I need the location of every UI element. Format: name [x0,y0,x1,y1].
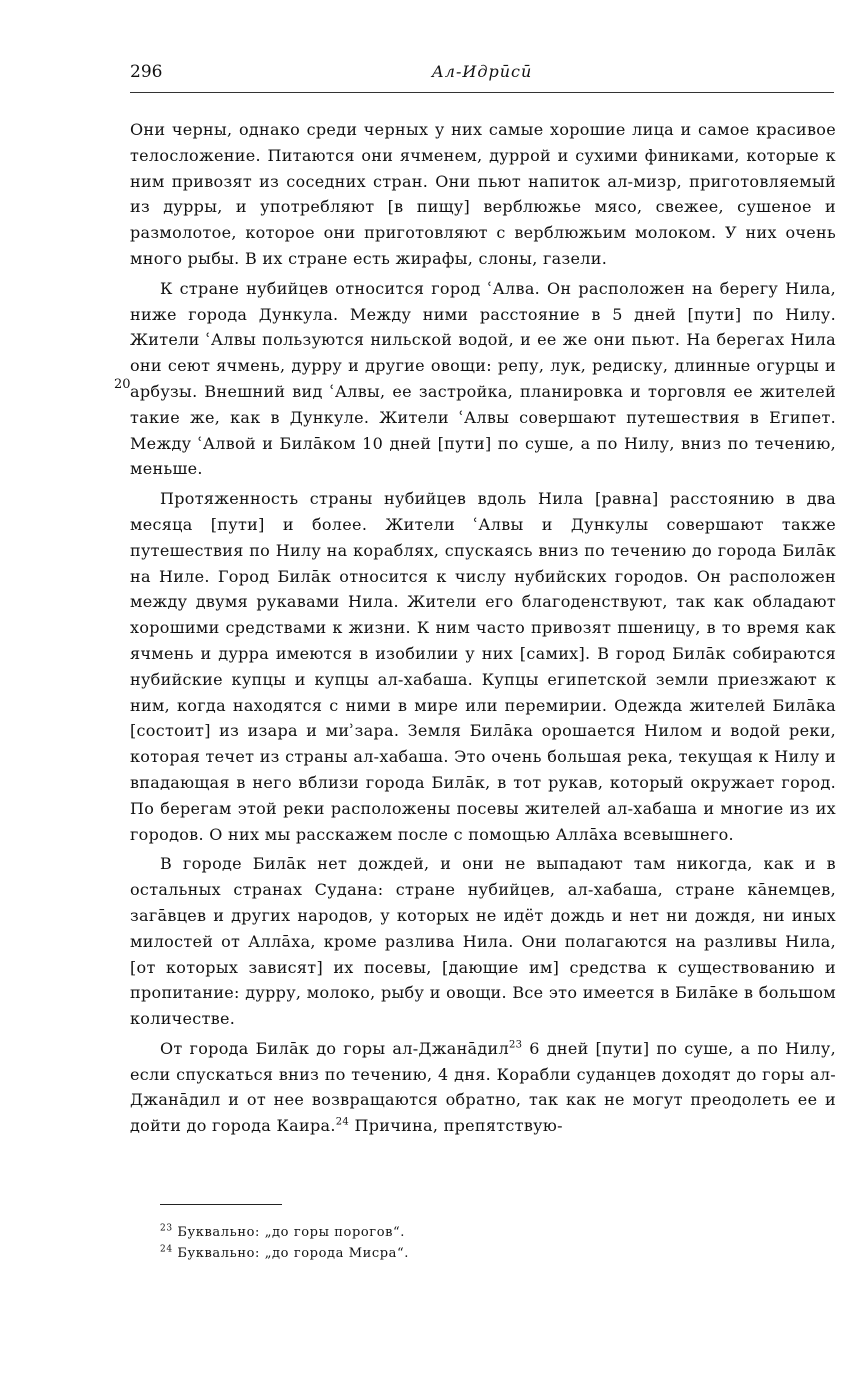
paragraph-5 [130,1036,836,1139]
page-header [130,62,834,86]
footnote-ref-24[interactable]: 24 [335,1116,350,1128]
paragraph-5-text-a: От города Билāк до горы ал-Джанāдил [160,1038,509,1058]
footnote-rule [160,1204,282,1205]
paragraph-1: Они черны, однако среди черных у них самые хорошие лица и самое красивое телосложение. Питаются они ячменем, дуррой и сухими финиками, которые к ним привозят из соседних стран. Они пьют напиток ал-мизр, приготовляемый из дурры, и употребляют [в пищу] верблюжье мясо, свежее, сушеное и размолотое, которое они приготовляют с верблюжьим молоком. У них очень много рыбы. В их стране есть жирафы, слоны, газели. [130,120,836,268]
paragraph-4: В городе Билāк нет дождей, и они не выпадают там никогда, как и в остальных странах Судана: стране нубийцев, ал-хабаша, стране кāнемцев, загāвцев и других народов, у которых не идёт дождь и нет ни дождя, ни иных милостей от Аллāха, кроме разлива Нила. Они полагаются на разливы Нила, [от которых зависят] их посевы, [дающие им] средства к существованию и пропитание: дурру, молоко, рыбу и овощи. Все это имеется в Билāке в большом количестве. [130,854,836,1029]
footnote-ref-23[interactable]: 23 [508,1039,523,1051]
footnote-text: Буквально: „до города Мисра“. [177,1246,410,1261]
footnote-23 [160,1222,409,1243]
footnote-24 [160,1243,409,1264]
margin-line-number: 20 [114,377,131,392]
paragraph-3: Протяженность страны нубийцев вдоль Нила [равна] расстоянию в два месяца [пути] и более. Жители ʿАлвы и Дункулы совершают также путешествия по Нилу на кораблях, спускаясь вниз по течению до города Билāк на Ниле. Город Билāк относится к числу нубийских городов. Он расположен между двумя рукавами Нила. Жители его благоденствуют, так как обладают хорошими средствами к жизни. К ним часто привозят пшеницу, в то время как ячмень и дурра имеются в изобилии у них [самих]. В город Билāк собираются нубийские купцы и купцы ал-хабаша. Купцы египетской земли приезжают к ним, когда находятся с ними в мире или перемирии. Одежда жителей Билāка [состоит] из изара и миʾзара. Земля Билāка орошается Нилом и водой реки, которая течет из страны ал-хабаша. Это очень большая река, текущая к Нилу и впадающая в него вблизи города Билāк, в тот рукав, который окружает город. По берегам этой реки расположены посевы жителей ал-хабаша и многие из их городов. О них мы расскажем после с помощью Аллāха всевышнего. [130,489,836,844]
paragraph-2: К стране нубийцев относится город ʿАлва. Он расположен на берегу Нила, ниже города Дункула. Между ними расстояние в 5 дней [пути] по Нилу. Жители ʿАлвы пользуются нильской водой, и ее же они пьют. На берегах Нила они сеют ячмень, дурру и другие овощи: репу, лук, редиску, длинные огурцы и арбузы. Внешний вид ʿАлвы, ее застройка, планировка и торговля ее жителей такие же, как в Дункуле. Жители ʿАлвы совершают путешествия в Египет. Между ʿАлвой и Билāком 10 дней [пути] по суше, а по Нилу, вниз по течению, меньше. [130,278,836,479]
paragraph-5-text-c: Причина, препятствую- [349,1116,563,1136]
footnote-text: Буквально: „до горы порогов“. [177,1225,406,1240]
running-title: Ал-Идрӣсӣ [431,62,533,81]
paragraph-5-text-b: 6 дней [пути] по суше, а по Нилу, если спускаться вниз по течению, 4 дня. Корабли суданцев доходят до горы ал-Джанāдил и от нее возвращаются обратно, так как не могут преодолеть ее и дойти до города Каира. [130,1038,836,1136]
footnotes [160,1222,409,1264]
footnote-number: 24 [160,1244,173,1255]
footnote-number: 23 [160,1223,173,1234]
page-number: 296 [130,62,163,82]
header-rule [130,92,834,93]
main-text [130,117,836,1139]
